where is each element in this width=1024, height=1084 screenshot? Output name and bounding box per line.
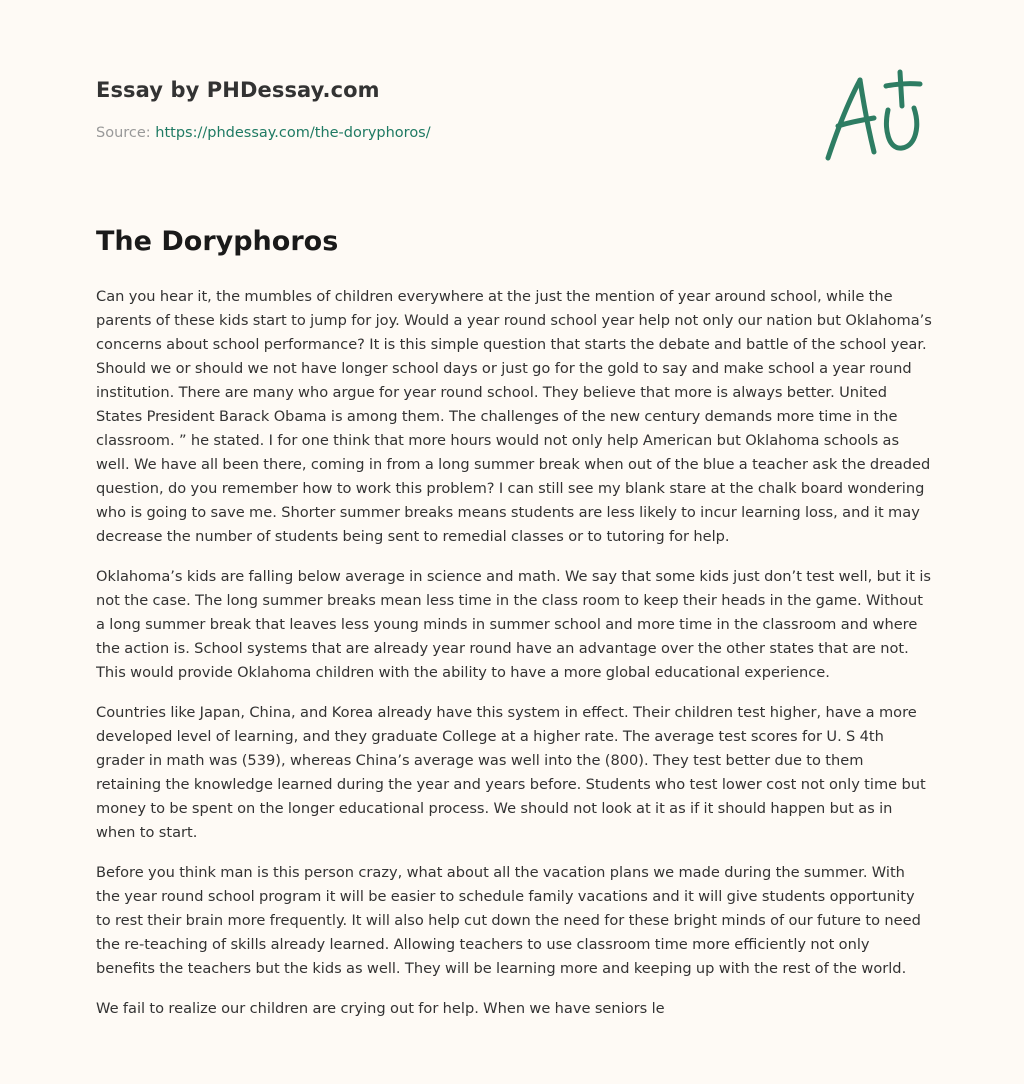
paragraph: Oklahoma’s kids are falling below average in science and math. We say that some kids just don’t test well, but it is not the case. The long summer breaks mean less time in the class room to keep their heads in the game. Without a long summer break that leaves less young minds in summer school and more time in the classroom and where the action is. School systems that are already year round have an advantage over the other states that are not. This would provide Oklahoma children with the ability to have a more global educational experience. [96,568,931,681]
brand-title: Essay by PHDessay.com [96,78,380,102]
source-line [96,125,431,141]
paragraph: We fail to realize our children are crying out for help. When we have seniors le [96,1000,665,1017]
source-label: Source: [96,125,151,141]
paragraph: Before you think man is this person crazy, what about all the vacation plans we made during the summer. With the year round school program it will be easier to schedule family vacations and it will give students opportunity to rest their brain more frequently. It will also help cut down the need for these bright minds of our future to need the re-teaching of skills already learned. Allowing teachers to use classroom time more efficiently not only benefits the teachers but the kids as well. They will be learning more and keeping up with the rest of the world. [96,864,921,977]
essay-page [96,0,932,1084]
a-plus-logo-icon [822,66,926,166]
essay-body [96,285,932,1037]
source-link[interactable]: https://phdessay.com/the-doryphoros/ [155,125,431,141]
paragraph: Countries like Japan, China, and Korea already have this system in effect. Their children test higher, have a more developed level of learning, and they graduate College at a higher rate. The average test scores for U. S 4th grader in math was (539), whereas China’s average was well into the (800). They test better due to them retaining the knowledge learned during the year and years before. Students who test lower cost not only time but money to be spent on the longer educational process. We should not look at it as if it should happen but as in when to start. [96,704,926,841]
paragraph: Can you hear it, the mumbles of children everywhere at the just the mention of year around school, while the parents of these kids start to jump for joy. Would a year round school year help not only our nation but Oklahoma’s concerns about school performance? It is this simple question that starts the debate and battle of the school year. Should we or should we not have longer school days or just go for the gold to say and make school a year round institution. There are many who argue for year round school. They believe that more is always better. United States President Barack Obama is among them. The challenges of the new century demands more time in the classroom. ” he stated. I for one think that more hours would not only help American but Oklahoma schools as well. We have all been there, coming in from a long summer break when out of the blue a teacher ask the dreaded question, do you remember how to work this problem? I can still see my blank stare at the chalk board wondering who is going to save me. Shorter summer breaks means students are less likely to incur learning loss, and it may decrease the number of students being sent to remedial classes or to tutoring for help. [96,288,932,545]
essay-title: The Doryphoros [96,226,339,257]
